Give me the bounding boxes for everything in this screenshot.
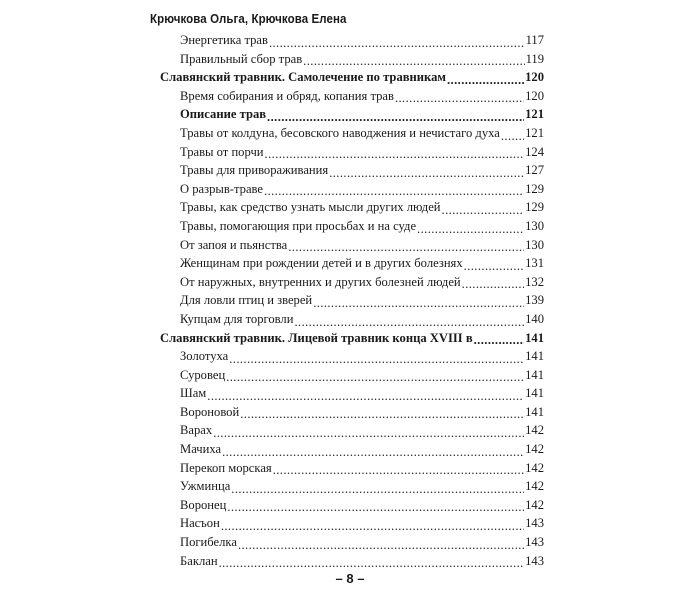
toc-entry-title: Женщинам при рождении детей и в других болезнях <box>180 256 463 271</box>
toc-entry-title: Травы от колдуна, бесовского наводжения и нечистаго духа <box>180 125 500 140</box>
toc-dot-leader <box>231 482 524 496</box>
toc-entry-page: 121 <box>525 107 544 122</box>
toc-dot-leader <box>229 352 524 366</box>
toc-entry-page: 132 <box>525 274 544 289</box>
toc-entry-title: Время собирания и обряд, копания трав <box>180 88 394 103</box>
toc-entry-page: 140 <box>525 311 544 326</box>
toc-entry <box>160 236 544 255</box>
toc-entry-title: Вороновой <box>180 404 240 419</box>
toc-dot-leader <box>303 54 524 68</box>
toc-entry-page: 121 <box>525 125 544 140</box>
toc-entry-page: 141 <box>525 367 544 382</box>
toc-dot-leader <box>501 129 524 143</box>
toc-entry-page: 143 <box>525 535 544 550</box>
toc-entry-title: Мачиха <box>180 442 222 457</box>
toc-dot-leader <box>213 426 524 440</box>
toc-entry-title: Купцам для торговли <box>180 311 294 326</box>
toc-dot-leader <box>464 259 524 273</box>
toc-entry <box>160 161 544 180</box>
toc-entry-title: Травы, помогающия при просьбах и на суде <box>180 218 417 233</box>
toc-entry-page: 142 <box>525 479 544 494</box>
toc-dot-leader <box>447 73 524 87</box>
toc-entry-title: Травы для привораживания <box>180 163 329 178</box>
toc-entry <box>160 217 544 236</box>
toc-entry <box>160 124 544 143</box>
toc-entry <box>160 440 544 459</box>
toc-entry <box>160 366 544 385</box>
toc-dot-leader <box>219 556 525 570</box>
toc-entry-page: 119 <box>525 51 544 66</box>
toc-entry-page: 141 <box>525 404 544 419</box>
toc-dot-leader <box>207 389 524 403</box>
toc-entry <box>160 496 544 515</box>
toc-entry <box>160 143 544 162</box>
toc-entry <box>160 514 544 533</box>
toc-entry <box>160 198 544 217</box>
toc-entry-title: О разрыв-траве <box>180 181 264 196</box>
toc-entry <box>160 273 544 292</box>
toc-dot-leader <box>222 445 524 459</box>
toc-entry <box>160 180 544 199</box>
toc-dot-leader <box>329 166 524 180</box>
toc-entry-page: 142 <box>525 460 544 475</box>
toc-dot-leader <box>264 184 524 198</box>
toc-entry-page: 142 <box>525 497 544 512</box>
toc-entry-title: От запоя и пьянства <box>180 237 288 252</box>
toc-entry <box>160 105 544 124</box>
toc-entry-title: Описание трав <box>180 107 267 122</box>
toc-entry-title: Суровец <box>180 367 226 382</box>
toc-entry-title: Насъон <box>180 516 220 531</box>
toc-entry <box>160 347 544 366</box>
toc-entry-page: 143 <box>525 516 544 531</box>
toc-entry-page: 129 <box>525 200 544 215</box>
toc-entry-title: Травы от порчи <box>180 144 264 159</box>
toc-entry <box>160 477 544 496</box>
toc-entry <box>160 310 544 329</box>
toc-entry <box>160 533 544 552</box>
toc-dot-leader <box>221 519 524 533</box>
toc-dot-leader <box>273 463 524 477</box>
toc-section-entry <box>160 68 544 87</box>
toc-entry <box>160 291 544 310</box>
toc-entry <box>160 31 544 50</box>
toc-dot-leader <box>227 500 524 514</box>
toc-entry-page: 142 <box>525 423 544 438</box>
toc-entry-page: 130 <box>525 218 544 233</box>
toc-entry <box>160 421 544 440</box>
toc-dot-leader <box>269 36 525 50</box>
toc-entry-title: Шам <box>180 386 207 401</box>
toc-entry-title: Погибелка <box>180 535 237 550</box>
toc-entry-page: 142 <box>525 442 544 457</box>
toc-entry-title: Баклан <box>180 553 218 568</box>
toc-entry <box>160 254 544 273</box>
running-header: Крючкова Ольга, Крючкова Елена <box>150 12 347 26</box>
toc-entry-page: 117 <box>525 33 544 47</box>
toc-entry-title: Энергетика трав <box>180 33 268 47</box>
toc-entry-page: 127 <box>525 163 544 178</box>
table-of-contents <box>160 31 544 570</box>
toc-entry <box>160 384 544 403</box>
toc-entry-page: 139 <box>525 293 544 308</box>
toc-entry <box>160 50 544 69</box>
toc-entry-title: Перекоп морская <box>180 460 272 475</box>
toc-dot-leader <box>313 296 524 310</box>
toc-entry-page: 141 <box>525 330 544 345</box>
toc-dot-leader <box>267 110 524 124</box>
toc-entry-title: Славянский травник. Самолечение по травникам <box>160 70 446 85</box>
toc-entry <box>160 459 544 478</box>
toc-dot-leader <box>240 407 524 421</box>
toc-entry <box>160 87 544 106</box>
toc-entry-title: От наружных, внутренних и других болезней людей <box>180 274 461 289</box>
toc-entry-page: 141 <box>525 386 544 401</box>
toc-entry <box>160 403 544 422</box>
toc-dot-leader <box>442 203 525 217</box>
toc-entry-title: Воронец <box>180 497 227 512</box>
toc-dot-leader <box>226 370 524 384</box>
toc-entry-page: 124 <box>525 144 544 159</box>
toc-dot-leader <box>462 277 524 291</box>
toc-dot-leader <box>288 240 524 254</box>
toc-dot-leader <box>395 91 524 105</box>
toc-dot-leader <box>417 222 524 236</box>
toc-entry-title: Золотуха <box>180 349 229 364</box>
toc-entry-title: Для ловли птиц и зверей <box>180 293 313 308</box>
toc-dot-leader <box>265 147 525 161</box>
toc-entry-title: Травы, как средство узнать мысли других людей <box>180 200 441 215</box>
toc-entry-page: 141 <box>525 349 544 364</box>
toc-entry-page: 143 <box>525 553 544 568</box>
toc-entry-title: Ужминца <box>180 479 231 494</box>
toc-dot-leader <box>238 538 524 552</box>
toc-entry <box>160 552 544 571</box>
toc-section-entry <box>160 329 544 348</box>
toc-entry-title: Правильный сбор трав <box>180 51 303 66</box>
toc-entry-page: 129 <box>525 181 544 196</box>
toc-dot-leader <box>474 333 524 347</box>
toc-entry-title: Славянский травник. Лицевой травник конца XVIII в <box>160 330 473 345</box>
toc-entry-page: 120 <box>525 70 544 85</box>
toc-entry-page: 130 <box>525 237 544 252</box>
toc-entry-title: Варах <box>180 423 213 438</box>
toc-entry-page: 120 <box>525 88 544 103</box>
page-number: – 8 – <box>335 571 365 586</box>
toc-dot-leader <box>294 315 524 329</box>
toc-entry-page: 131 <box>525 256 544 271</box>
